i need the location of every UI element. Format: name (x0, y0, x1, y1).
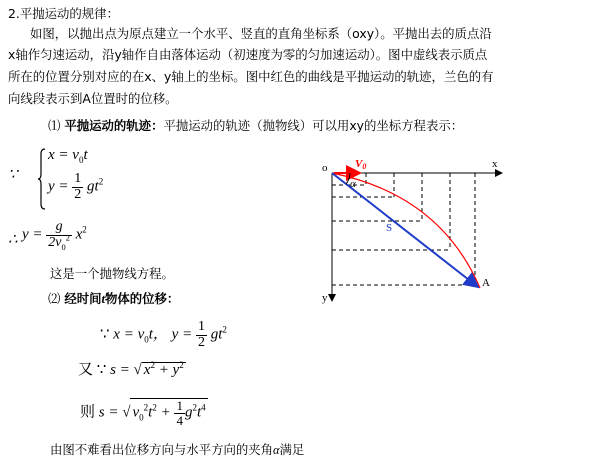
section-heading: 2.平抛运动的规律： (8, 6, 119, 21)
parabola-note: 这是一个抛物线方程。 (50, 266, 174, 281)
item-1-text: 平抛运动的轨迹（抛物线）可以用xy的坐标方程表示： (163, 118, 464, 133)
equation-y: y = $\frac{1}{2}$ $gt^2$ (48, 171, 104, 202)
brace-icon (38, 148, 46, 210)
displacement-vector (332, 173, 478, 287)
item-2: ⑵ 经时间t物体的位移： (48, 291, 180, 306)
y-axis-label: y (322, 292, 328, 304)
final-line: 由图不难看出位移方向与水平方向的夹角α满足 (50, 442, 305, 457)
paragraph-line-4: 向线段表示到A位置时的位移。 (8, 91, 178, 106)
projectile-diagram (320, 155, 510, 305)
x-axis-label: x (492, 158, 498, 170)
equation-trajectory: y = $\frac{g}{2v_0^2}$ $x^2$ (22, 219, 87, 252)
item-1-title: 平抛运动的轨迹： (64, 118, 164, 133)
equation-s-expanded: 则 s = √ $v_0^2t^2$ + $\frac{1}{4}$ $g^2t^4$ (80, 398, 206, 428)
because-symbol: ∵ (8, 167, 18, 183)
angle-label: α (350, 178, 356, 190)
paragraph-line-3: 所在的位置分别对应的在x、y轴上的坐标。图中红色的曲线是平抛运动的轨迹，兰色的有 (8, 69, 494, 84)
velocity-label: V0 (355, 158, 367, 171)
therefore-symbol: ∴ (8, 232, 18, 248)
item-1 (48, 120, 463, 132)
equation-x: $x = v_0t$ (48, 147, 88, 165)
equation-s: 又 ∵ s = √ $x^2 + y^2$ (78, 360, 184, 378)
item-1-number: ⑴ (48, 118, 61, 133)
equation-xy: ∵ $x = v_0t$， y = $\frac{1}{2}$ $gt^2$ (100, 319, 227, 350)
paragraph-line-1: 如图，以抛出点为原点建立一个水平、竖直的直角坐标系（oxy）。平抛出去的质点沿 (30, 26, 492, 41)
displacement-label: S (386, 222, 393, 234)
paragraph-line-2: x轴作匀速运动，沿y轴作自由落体运动（初速度为零的匀加速运动）。图中虚线表示质点 (8, 47, 488, 62)
origin-label: o (322, 162, 328, 174)
point-a-label: A (482, 277, 490, 289)
